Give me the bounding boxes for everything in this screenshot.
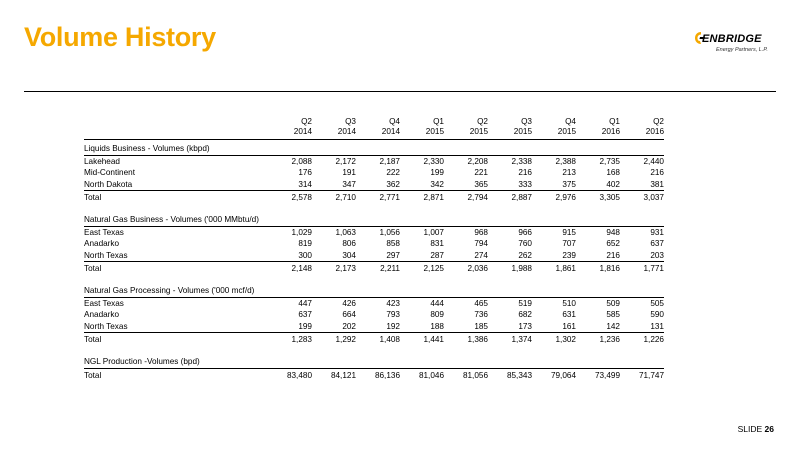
value-cell: 510 bbox=[562, 298, 576, 308]
table-row bbox=[84, 321, 664, 333]
value-cell: 682 bbox=[518, 310, 532, 319]
value-cell: 216 bbox=[518, 168, 532, 177]
value-cell: 2,338 bbox=[511, 156, 532, 166]
value-cell: 915 bbox=[562, 227, 576, 237]
value-cell: 509 bbox=[606, 298, 620, 308]
table-row bbox=[84, 226, 664, 238]
logo-subtitle: Energy Partners, L.P. bbox=[716, 47, 768, 53]
row-label: North Dakota bbox=[84, 179, 133, 189]
value-cell: 1,861 bbox=[532, 262, 576, 276]
value-cell: 447 bbox=[298, 298, 312, 308]
column-year: 2015 bbox=[469, 127, 488, 136]
value-cell: 1,007 bbox=[423, 227, 444, 237]
table-row bbox=[84, 179, 664, 191]
row-label: Total bbox=[84, 262, 268, 276]
value-cell: 2,440 bbox=[643, 156, 664, 166]
value-cell: 262 bbox=[518, 250, 532, 260]
value-cell: 1,441 bbox=[400, 333, 444, 347]
section-heading-row bbox=[84, 211, 664, 226]
column-header bbox=[268, 117, 312, 140]
value-cell: 794 bbox=[474, 239, 488, 248]
column-header bbox=[312, 117, 356, 140]
value-cell: 191 bbox=[342, 168, 356, 177]
value-cell: 222 bbox=[386, 168, 400, 177]
slide-label: SLIDE bbox=[737, 424, 763, 434]
value-cell: 199 bbox=[430, 168, 444, 177]
value-cell: 806 bbox=[342, 239, 356, 248]
slide-number-value: 26 bbox=[764, 424, 774, 434]
value-cell: 168 bbox=[606, 168, 620, 177]
value-cell: 793 bbox=[386, 310, 400, 319]
value-cell: 81,046 bbox=[400, 368, 444, 382]
value-cell: 2,330 bbox=[423, 156, 444, 166]
column-year: 2014 bbox=[293, 127, 312, 136]
header-divider bbox=[24, 91, 776, 92]
row-label: North Texas bbox=[84, 250, 128, 260]
value-cell: 968 bbox=[474, 227, 488, 237]
section-heading: Liquids Business - Volumes (kbpd) bbox=[84, 140, 664, 156]
value-cell: 375 bbox=[562, 179, 576, 189]
page-title: Volume History bbox=[24, 22, 216, 52]
value-cell: 216 bbox=[606, 250, 620, 260]
value-cell: 966 bbox=[518, 227, 532, 237]
column-year: 2014 bbox=[337, 127, 356, 136]
column-year: 2016 bbox=[601, 127, 620, 136]
value-cell: 3,037 bbox=[620, 191, 664, 205]
row-label: North Texas bbox=[84, 321, 128, 331]
column-header bbox=[576, 117, 620, 140]
row-label: East Texas bbox=[84, 227, 124, 237]
section-heading-row bbox=[84, 282, 664, 297]
total-row bbox=[84, 191, 664, 205]
value-cell: 2,794 bbox=[444, 191, 488, 205]
value-cell: 1,386 bbox=[444, 333, 488, 347]
column-quarter: Q4 bbox=[389, 117, 400, 126]
row-label: Total bbox=[84, 333, 268, 347]
column-year: 2015 bbox=[513, 127, 532, 136]
value-cell: 131 bbox=[650, 321, 664, 331]
value-cell: 736 bbox=[474, 310, 488, 319]
column-year: 2015 bbox=[425, 127, 444, 136]
value-cell: 161 bbox=[562, 321, 576, 331]
section-spacer bbox=[84, 204, 664, 211]
value-cell: 2,976 bbox=[532, 191, 576, 205]
volume-history-table bbox=[84, 117, 664, 382]
value-cell: 637 bbox=[298, 310, 312, 319]
value-cell: 173 bbox=[518, 321, 532, 331]
value-cell: 809 bbox=[430, 310, 444, 319]
section-heading: Natural Gas Business - Volumes ('000 MMbtu/d) bbox=[84, 211, 664, 226]
value-cell: 142 bbox=[606, 321, 620, 331]
value-cell: 707 bbox=[562, 239, 576, 248]
value-cell: 1,226 bbox=[620, 333, 664, 347]
column-quarter: Q3 bbox=[345, 117, 356, 126]
column-header bbox=[400, 117, 444, 140]
value-cell: 2,871 bbox=[400, 191, 444, 205]
value-cell: 274 bbox=[474, 250, 488, 260]
column-header bbox=[488, 117, 532, 140]
slide-number bbox=[738, 424, 774, 434]
total-row bbox=[84, 262, 664, 276]
value-cell: 2,388 bbox=[555, 156, 576, 166]
value-cell: 185 bbox=[474, 321, 488, 331]
value-cell: 931 bbox=[650, 227, 664, 237]
section-heading-row bbox=[84, 140, 664, 156]
column-year: 2014 bbox=[381, 127, 400, 136]
value-cell: 664 bbox=[342, 310, 356, 319]
column-header bbox=[532, 117, 576, 140]
section-heading: NGL Production -Volumes (bpd) bbox=[84, 353, 664, 368]
value-cell: 819 bbox=[298, 239, 312, 248]
value-cell: 2,735 bbox=[599, 156, 620, 166]
value-cell: 1,771 bbox=[620, 262, 664, 276]
value-cell: 333 bbox=[518, 179, 532, 189]
value-cell: 81,056 bbox=[444, 368, 488, 382]
value-cell: 1,292 bbox=[312, 333, 356, 347]
value-cell: 199 bbox=[298, 321, 312, 331]
value-cell: 287 bbox=[430, 250, 444, 260]
table-row bbox=[84, 155, 664, 167]
value-cell: 505 bbox=[650, 298, 664, 308]
column-quarter: Q1 bbox=[433, 117, 444, 126]
value-cell: 202 bbox=[342, 321, 356, 331]
value-cell: 631 bbox=[562, 310, 576, 319]
value-cell: 585 bbox=[606, 310, 620, 319]
value-cell: 519 bbox=[518, 298, 532, 308]
value-cell: 1,988 bbox=[488, 262, 532, 276]
section-heading-row bbox=[84, 353, 664, 368]
column-year: 2015 bbox=[557, 127, 576, 136]
spacer-cell bbox=[84, 204, 664, 211]
value-cell: 2,173 bbox=[312, 262, 356, 276]
column-quarter: Q2 bbox=[653, 117, 664, 126]
row-label: Total bbox=[84, 191, 268, 205]
value-cell: 3,305 bbox=[576, 191, 620, 205]
value-cell: 590 bbox=[650, 310, 664, 319]
value-cell: 71,747 bbox=[620, 368, 664, 382]
total-row bbox=[84, 368, 664, 382]
table-row bbox=[84, 167, 664, 179]
section-spacer bbox=[84, 346, 664, 353]
column-header bbox=[444, 117, 488, 140]
value-cell: 73,499 bbox=[576, 368, 620, 382]
column-year: 2016 bbox=[645, 127, 664, 136]
spacer-cell bbox=[84, 275, 664, 282]
row-label: East Texas bbox=[84, 298, 124, 308]
column-quarter: Q2 bbox=[301, 117, 312, 126]
value-cell: 2,211 bbox=[356, 262, 400, 276]
value-cell: 1,283 bbox=[268, 333, 312, 347]
value-cell: 2,172 bbox=[335, 156, 356, 166]
value-cell: 79,064 bbox=[532, 368, 576, 382]
value-cell: 426 bbox=[342, 298, 356, 308]
value-cell: 85,343 bbox=[488, 368, 532, 382]
value-cell: 347 bbox=[342, 179, 356, 189]
value-cell: 423 bbox=[386, 298, 400, 308]
table-row bbox=[84, 309, 664, 321]
table-header-row bbox=[84, 117, 664, 140]
value-cell: 2,088 bbox=[291, 156, 312, 166]
logo-wordmark: ENBRIDGE bbox=[702, 33, 762, 45]
table-row bbox=[84, 297, 664, 309]
value-cell: 2,710 bbox=[312, 191, 356, 205]
value-cell: 1,816 bbox=[576, 262, 620, 276]
section-heading: Natural Gas Processing - Volumes ('000 mcf/d) bbox=[84, 282, 664, 297]
row-label: Anadarko bbox=[84, 310, 120, 319]
row-label: Total bbox=[84, 368, 268, 382]
value-cell: 192 bbox=[386, 321, 400, 331]
section-spacer bbox=[84, 275, 664, 282]
value-cell: 1,056 bbox=[379, 227, 400, 237]
value-cell: 2,187 bbox=[379, 156, 400, 166]
total-row bbox=[84, 333, 664, 347]
value-cell: 637 bbox=[650, 239, 664, 248]
value-cell: 84,121 bbox=[312, 368, 356, 382]
value-cell: 2,771 bbox=[356, 191, 400, 205]
value-cell: 86,136 bbox=[356, 368, 400, 382]
value-cell: 304 bbox=[342, 250, 356, 260]
value-cell: 216 bbox=[650, 168, 664, 177]
value-cell: 188 bbox=[430, 321, 444, 331]
value-cell: 1,302 bbox=[532, 333, 576, 347]
column-quarter: Q1 bbox=[609, 117, 620, 126]
value-cell: 297 bbox=[386, 250, 400, 260]
value-cell: 831 bbox=[430, 239, 444, 248]
header-blank-cell bbox=[84, 117, 268, 140]
column-header bbox=[356, 117, 400, 140]
value-cell: 2,036 bbox=[444, 262, 488, 276]
value-cell: 342 bbox=[430, 179, 444, 189]
value-cell: 381 bbox=[650, 179, 664, 189]
value-cell: 2,208 bbox=[467, 156, 488, 166]
value-cell: 2,125 bbox=[400, 262, 444, 276]
value-cell: 239 bbox=[562, 250, 576, 260]
value-cell: 948 bbox=[606, 227, 620, 237]
value-cell: 1,063 bbox=[335, 227, 356, 237]
table-body bbox=[84, 140, 664, 382]
value-cell: 652 bbox=[606, 239, 620, 248]
column-header bbox=[620, 117, 664, 140]
column-quarter: Q2 bbox=[477, 117, 488, 126]
column-quarter: Q4 bbox=[565, 117, 576, 126]
value-cell: 465 bbox=[474, 298, 488, 308]
column-quarter: Q3 bbox=[521, 117, 532, 126]
value-cell: 2,578 bbox=[268, 191, 312, 205]
value-cell: 2,887 bbox=[488, 191, 532, 205]
value-cell: 1,374 bbox=[488, 333, 532, 347]
value-cell: 213 bbox=[562, 168, 576, 177]
company-logo bbox=[694, 28, 786, 62]
table-row bbox=[84, 238, 664, 250]
value-cell: 221 bbox=[474, 168, 488, 177]
row-label: Anadarko bbox=[84, 239, 120, 248]
value-cell: 1,029 bbox=[291, 227, 312, 237]
value-cell: 760 bbox=[518, 239, 532, 248]
value-cell: 444 bbox=[430, 298, 444, 308]
table-row bbox=[84, 250, 664, 262]
spacer-cell bbox=[84, 346, 664, 353]
value-cell: 203 bbox=[650, 250, 664, 260]
row-label: Lakehead bbox=[84, 156, 120, 166]
value-cell: 362 bbox=[386, 179, 400, 189]
value-cell: 176 bbox=[298, 168, 312, 177]
value-cell: 858 bbox=[386, 239, 400, 248]
value-cell: 83,480 bbox=[268, 368, 312, 382]
value-cell: 365 bbox=[474, 179, 488, 189]
value-cell: 314 bbox=[298, 179, 312, 189]
value-cell: 300 bbox=[298, 250, 312, 260]
value-cell: 2,148 bbox=[268, 262, 312, 276]
value-cell: 402 bbox=[606, 179, 620, 189]
value-cell: 1,408 bbox=[356, 333, 400, 347]
row-label: Mid-Continent bbox=[84, 168, 135, 177]
value-cell: 1,236 bbox=[576, 333, 620, 347]
